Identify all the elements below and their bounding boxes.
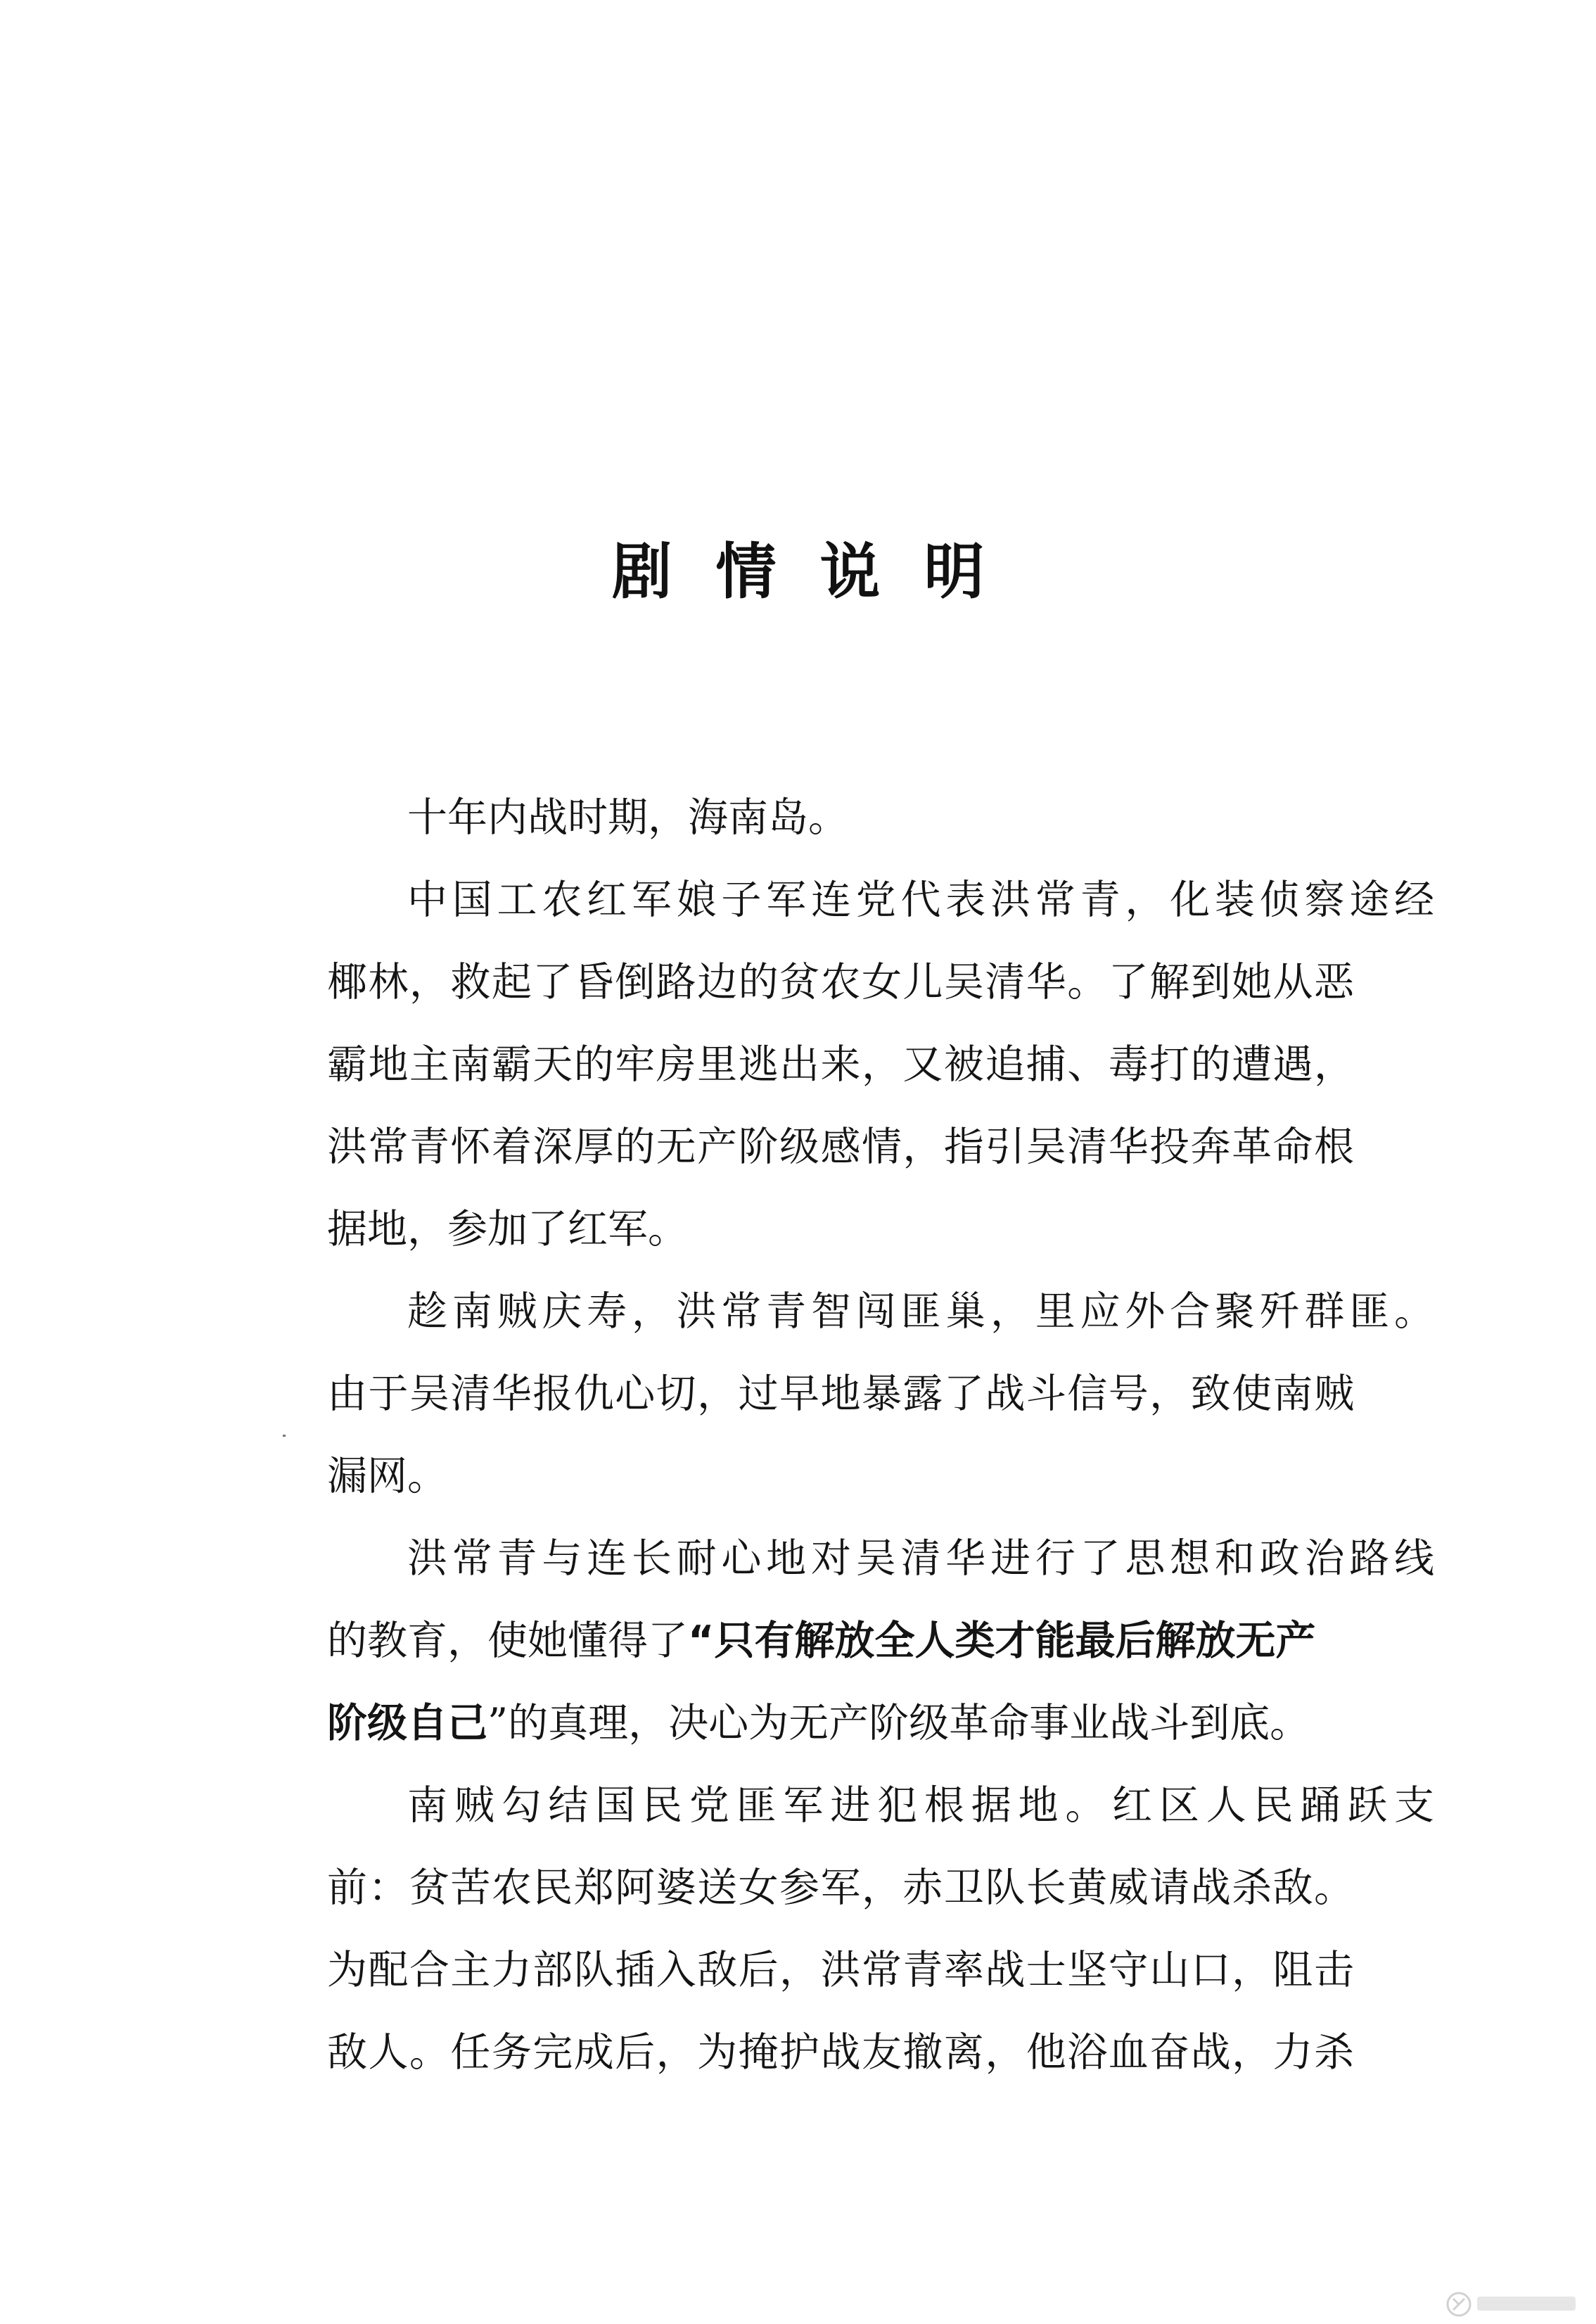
quoted-text-bold: “只有解放全人类才能最后解放无产 [688,1618,1316,1664]
text-line: 据地，参加了红军。 [327,1206,688,1252]
page-title: 剧情说明 [611,537,1028,607]
text-line: 洪常青怀着深厚的无产阶级感情，指引吴清华投奔革命根 [327,1124,1354,1170]
text-line: 霸地主南霸天的牢房里逃出来，又被追捕、毒打的遭遇， [327,1041,1354,1088]
text-segment: 的教育，使她懂得了 [327,1618,688,1664]
text-line: 为配合主力部队插入敌后，洪常青率战士坚守山口，阻击 [327,1947,1354,1993]
text-line: 中国工农红军娘子军连党代表洪常青，化装侦察途经 [407,877,1434,923]
text-line [327,1695,1354,1751]
text-line: 椰林，救起了昏倒路边的贫农女儿吴清华。了解到她从恶 [327,959,1354,1005]
text-line: 漏网。 [327,1453,447,1499]
watermark-logo-icon [1443,2288,1584,2320]
text-line: 十年内战时期，海南岛。 [407,794,848,841]
text-line: 洪常青与连长耐心地对吴清华进行了思想和政治路线 [407,1535,1434,1582]
text-line: 敌人。任务完成后，为掩护战友撤离，他浴血奋战，力杀 [327,2029,1354,2076]
text-line: 趁南贼庆寿，洪常青智闯匪巢，里应外合聚歼群匪。 [407,1288,1434,1335]
text-line: 南贼勾结国民党匪军进犯根据地。红区人民踊跃支 [407,1782,1434,1829]
text-line: 前：贫苦农民郑阿婆送女参军，赤卫队长黄威请战杀敌。 [327,1865,1354,1911]
quoted-text-bold: 阶级自己 [327,1700,487,1746]
text-line: 由于吴清华报仇心切，过早地暴露了战斗信号，致使南贼 [327,1371,1354,1417]
scan-artifact [283,1435,286,1437]
text-segment: ”的真理，决心为无产阶级革命事业战斗到底。 [487,1700,1310,1746]
text-line [327,1613,1354,1669]
